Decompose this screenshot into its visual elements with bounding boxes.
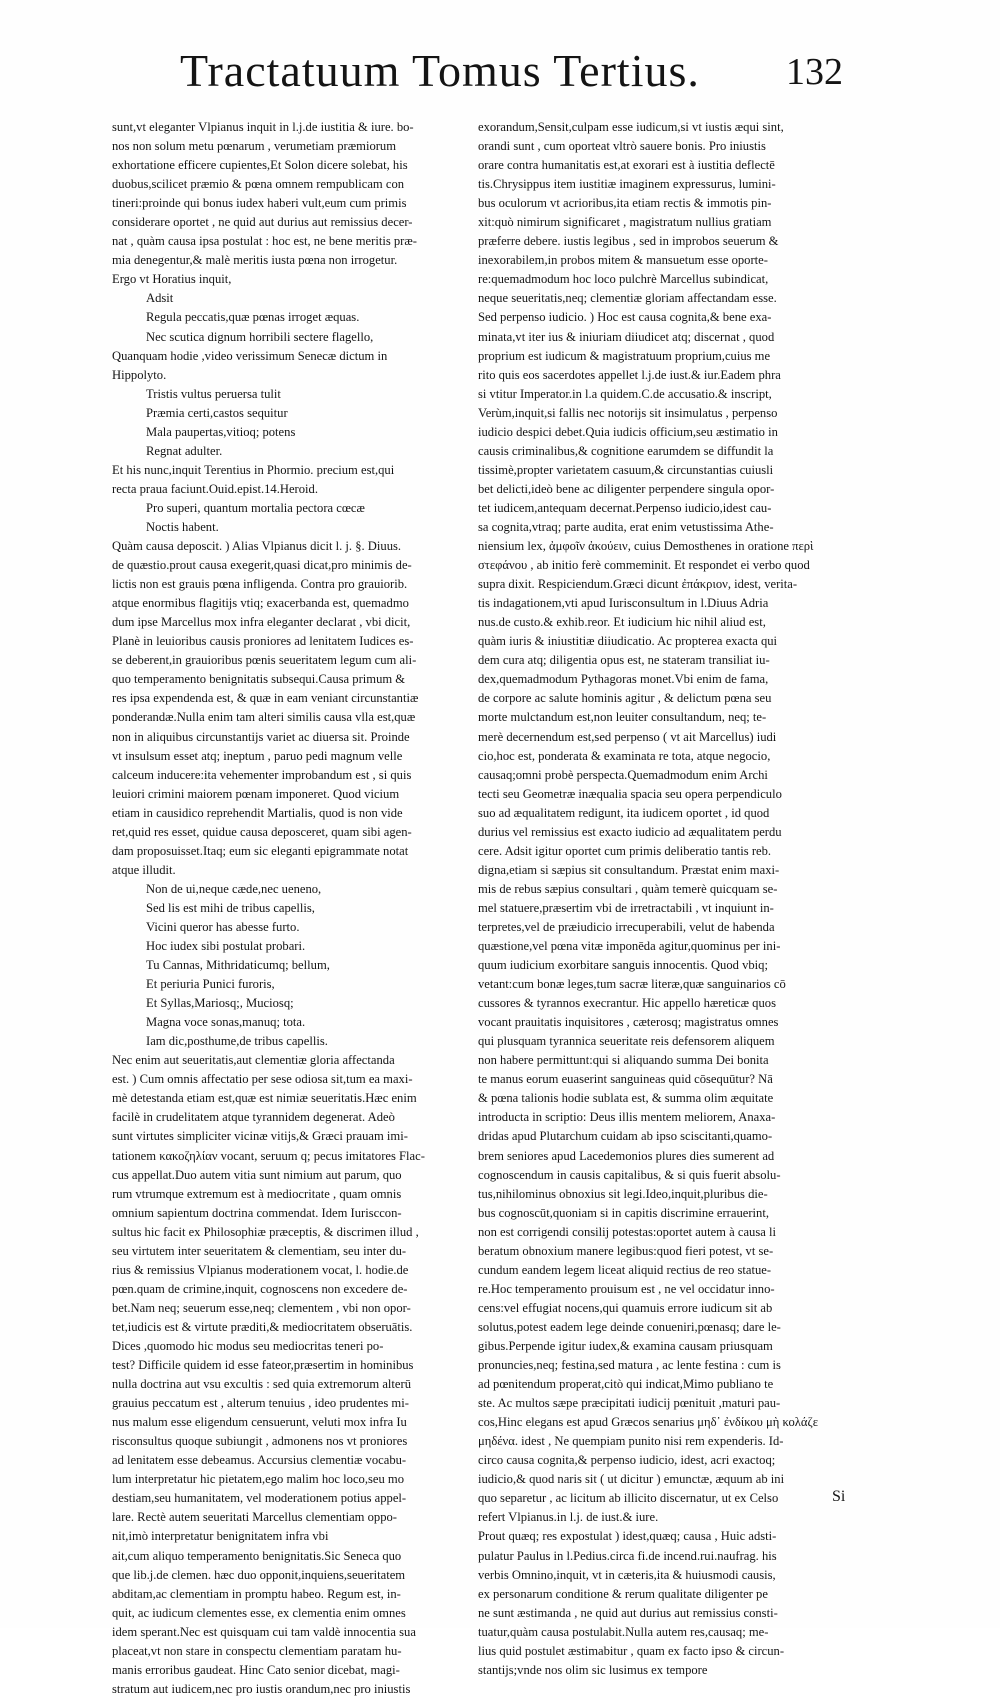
text-line: lare. Rectè autem seueritati Marcellus clementiam oppo-	[112, 1510, 397, 1525]
text-line: Verùm,inquit,si fallis nec notorijs sit insimulatus , perpenso	[478, 405, 778, 420]
text-line: sunt,vt eleganter Vlpianus inquit in l.j.de iustitia & iure. bo-	[112, 120, 414, 134]
text-line: terpretes,vel de præiudicio irrecuperabili, velut de habenda	[478, 919, 775, 934]
text-line: non in aliquibus circunstantijs variet ac diuersa sit. Proinde	[112, 729, 410, 744]
text-line: exhortatione efficere cupientes,Et Solon dicere solebat, his	[112, 158, 408, 173]
text-line: Dices ,quomodo hic modus seu mediocritas teneri po-	[112, 1339, 384, 1353]
text-line: qui plusquam tyrannica seueritate reis defensorem aliquem	[478, 1034, 775, 1049]
text-line: Hoc iudex sibi postulat probari.	[146, 939, 306, 954]
text-line: quàm iuris & iniustitiæ diiudicatio. Ac propterea exacta qui	[478, 634, 778, 649]
text-line: Sed lis est mihi de tribus capellis,	[146, 900, 315, 915]
text-line: quo separetur , ac licitum ab illicito discernatur, ut ex Celso	[478, 1491, 779, 1506]
text-line: ex personarum conditione & rerum qualitate diligenter pe	[478, 1586, 768, 1601]
text-line: pulatur Paulus in l.Pedius.circa fi.de incend.rui.naufrag. his	[478, 1548, 777, 1563]
text-line: Quanquam hodie ,video verissimum Senecæ dictum in	[112, 348, 388, 363]
text-line: tecti seu Geometræ inæqualia spacia seu opera perpendiculo	[478, 786, 782, 801]
text-line: introducta in scriptio: Deus illis mentem meliorem, Anaxa-	[478, 1110, 776, 1125]
text-line: μηδένα. idest , Ne quempiam punito nisi rem expenderis. Id-	[478, 1434, 784, 1449]
text-line: non est corrigendi consilij potestas:oportet autem à causa li	[478, 1224, 776, 1239]
text-line: Iam dic,posthume,de tribus capellis.	[146, 1034, 328, 1049]
text-line: dam proposuisset.Itaq; eum sic eleganti epigrammate notat	[112, 843, 409, 858]
text-line: Magna voce sonas,manuq; tota.	[146, 1015, 306, 1030]
text-line: quo temperamento benignitatis subsequi.Causa primum &	[112, 672, 406, 687]
text-line: ponderandæ.Nulla enim tam alteri similis causa vlla est,quæ	[112, 710, 416, 725]
text-line: iudicio despici debet.Quia iudicis officium,seu æstimatio in	[478, 424, 778, 439]
text-line: circo causa cognita,& perpenso iudicio, idest, acri exactoq;	[478, 1453, 776, 1468]
text-line: mel statuere,præsertim vbi de irretractabili , vt inquiunt in-	[478, 900, 774, 915]
text-line: recta praua faciunt.Ouid.epist.14.Heroid.	[112, 481, 318, 496]
text-line: sa cognita,vtraq; parte audita, erat enim vetustissima Athe-	[478, 519, 774, 534]
text-line: si vtitur Imperator.in l.a quidem.C.de accusatio.& inscript,	[478, 386, 772, 401]
text-line: stantijs;vnde nos olim sic lusimus ex tempore	[478, 1662, 708, 1677]
text-line: leuiori crimini maiorem pœnam imponeret. Quod vicium	[112, 786, 400, 801]
text-line: verbis Omnino,inquit, vt in cæteris,ita & huiusmodi causis,	[478, 1567, 776, 1582]
text-line: atque illudit.	[112, 862, 176, 877]
text-line: rum vtrumque extremum est à mediocritate , quam omnis	[112, 1186, 402, 1201]
text-line: Regula peccatis,quæ pœnas irroget æquas.	[146, 310, 360, 325]
text-line: res ipsa expendenda est, & quæ in eam veniant circunstantiæ	[112, 691, 419, 706]
text-line: ret,quid res esset, quidue causa deposceret, quam sibi agen-	[112, 824, 412, 839]
text-line: ste. Ac multos sæpe præcipitati iudicij pœnituit ,maturi pau-	[478, 1396, 781, 1411]
text-line: tet iudicem,antequam decernat.Perpenso iudicio,idest cau-	[478, 500, 772, 515]
text-line: test? Difficile quidem id esse fateor,præsertim in hominibus	[112, 1358, 414, 1373]
text-line: nus.de custo.& exhib.reor. Et iudicium hic nihil aliud est,	[478, 615, 766, 630]
text-line: nit,imò interpretatur benignitatem infra vbi	[112, 1529, 329, 1544]
text-line: merè decernendum est,sed perpenso ( vt ait Marcellus) iudi	[478, 729, 777, 744]
text-line: Non de ui,neque cæde,nec ueneno,	[146, 881, 322, 896]
text-line: nulla doctrina aut vsu excultis : sed quia extremorum alterū	[112, 1377, 412, 1392]
text-line: bet delicti,ideò bene ac diligenter perpendere singula opor-	[478, 481, 775, 496]
text-line: Regnat adulter.	[146, 443, 223, 458]
text-line: nos non solum metu pœnarum , verumetiam præmiorum	[112, 139, 397, 154]
text-line: cos,Hinc elegans est apud Græcos senarius μηδ᾽ ἐνδίκου μὴ κολάζε	[478, 1415, 819, 1430]
text-line: vetant:cum bonæ leges,tum sacræ literæ,quæ sanguinarios cō	[478, 977, 786, 992]
text-line: dem cura atq; diligentia opus est, ne stateram transiliat iu-	[478, 653, 770, 668]
text-line: facilè in crudelitatem atque tyrannidem degenerat. Adeò	[112, 1110, 395, 1125]
text-line: manis erroribus gaudeat. Hinc Cato senior dicebat, magi-	[112, 1662, 400, 1677]
text-line: vocant prauitatis inquisitores , cæterosq; magistratus omnes	[478, 1015, 779, 1030]
text-line: digna,etiam si sæpius sit consultandum. Præstat enim maxi-	[478, 862, 780, 877]
text-line: orare contra humanitatis est,at exorari est à iustitia deflectē	[478, 158, 775, 173]
text-line: de corpore ac salute hominis agitur , & delictum pœna seu	[478, 691, 772, 706]
text-line: pronuncies,neq; festina,sed matura , ac lente festina : cum is	[478, 1358, 781, 1373]
text-line: mè detestanda etiam est,quæ est nimiæ seueritatis.Hæc enim	[112, 1091, 417, 1106]
text-line: Quàm causa deposcit. ) Alias Vlpianus dicit l. j. §. Diuus.	[112, 539, 402, 554]
text-line: causaq;omni probè perspecta.Quemadmodum enim Archi	[478, 767, 768, 782]
text-line: iudicio,& quod naris sit ( ut dicitur ) emunctæ, æquum ab ini	[478, 1472, 785, 1487]
text-line: stratum aut iudicem,nec pro iustis orandum,nec pro iniustis	[112, 1681, 411, 1696]
text-line: Præmia certi,castos sequitur	[146, 405, 288, 420]
text-line: rius & remissius Vlpianus moderationem vocat, l. hodie.de	[112, 1262, 409, 1277]
text-line: etiam in causidico reprehendit Martialis, quod is non vide	[112, 805, 403, 820]
text-line: cio,hoc est, ponderata & examinata re tota, atque negocio,	[478, 748, 771, 763]
text-line: Vicini queror has abesse furto.	[146, 919, 300, 934]
text-line: tineri:proinde qui bonus iudex haberi vult,eum cum primis	[112, 196, 407, 211]
text-line: niensium lex, ἀμφοῖν ἀκούειν, cuius Demosthenes in oratione περὶ	[478, 539, 814, 554]
text-line: se deberent,in grauioribus pœnis seueritatem legum cum ali-	[112, 653, 417, 668]
text-line: tet,iudicis est & virtute præditi,& mediocritatem obseruātis.	[112, 1319, 413, 1334]
text-line: seu virtutem inter seueritatem & clementiam, seu inter du-	[112, 1243, 407, 1258]
text-line: duobus,scilicet præmio & pœna omnem rempublicam con	[112, 177, 405, 192]
text-line: Tu Cannas, Mithridaticumq; bellum,	[146, 958, 330, 973]
text-line: bet.Nam neq; seuerum esse,neq; clementem , vbi non opor-	[112, 1300, 411, 1315]
text-line: Sed perpenso iudicio. ) Hoc est causa cognita,& bene exa-	[478, 310, 772, 325]
text-line: præferre debere. iustis legibus , sed in improbos seuerum &	[478, 234, 779, 249]
text-line: est. ) Cum omnis affectatio per sese odiosa sit,tum ea maxi-	[112, 1072, 413, 1087]
text-line: neque seueritatis,neq; clementiæ gloriam affectandam esse.	[478, 291, 777, 306]
text-line: pœn.quam de crimine,inquit, cognoscens non excedere de-	[112, 1281, 408, 1296]
text-line: bus oculorum vt acrioribus,ita etiam rectis & immotis pin-	[478, 196, 772, 211]
text-line: tis indagationem,vti apud Iurisconsultum in l.Diuus Adria	[478, 596, 769, 611]
text-line: lum interpretatur hic pietatem,ego malim hoc loco,seu mo	[112, 1472, 405, 1487]
text-line: tis.Chrysippus item iustitiæ imaginem expressurus, lumini-	[478, 177, 776, 192]
text-line: Et periuria Punici furoris,	[146, 977, 275, 992]
left-column	[112, 118, 450, 1699]
text-line: tationem κακοζηλίαν vocant, seruum q; pecus imitatores Flac-	[112, 1148, 425, 1163]
text-line: cundum eandem legem liceat aliquid rectius de reo statue-	[478, 1262, 772, 1277]
page-number: 132	[786, 51, 843, 93]
text-line: orandi sunt , cum oporteat vltrò sauere bonis. Pro iniustis	[478, 139, 766, 154]
text-line: tus,nihilominus obnoxius sit legi.Ideo,inquit,pluribus die-	[478, 1186, 768, 1201]
text-line: cussores & tyrannos execrantur. Hic appello hæreticæ quos	[478, 996, 776, 1011]
text-line: mis de rebus sæpius consultari , quàm temerè quicquam se-	[478, 881, 778, 896]
text-line: brem seniores apud Lacedemonios plures dies sumerent ad	[478, 1148, 775, 1163]
text-line: bus cognoscūt,quoniam si in capitis discrimine errauerint,	[478, 1205, 769, 1220]
text-line: Et Syllas,Mariosq;, Muciosq;	[146, 996, 294, 1011]
text-line: ad pœnitendum properat,citò qui indicat,Mimo publiano te	[478, 1377, 774, 1392]
text-line: mia denegentur,& malè meritis iusta pœna non irrogetur.	[112, 253, 398, 268]
text-line: tuatur,quàm causa postulabit.Nulla autem res,causaq; me-	[478, 1624, 769, 1639]
text-line: de quæstio.prout causa exegerit,quasi dicat,pro minimis de-	[112, 558, 412, 573]
text-line: Nec scutica dignum horribili sectere flagello,	[146, 329, 374, 344]
text-line: cognoscendum in causis capitalibus, & si quis fuerit absolu-	[478, 1167, 781, 1182]
text-line: cere. Adsit igitur oportet cum primis deliberatio tantis reb.	[478, 843, 772, 858]
text-line: ait,cum aliquo temperamento benignitatis.Sic Seneca quo	[112, 1548, 402, 1563]
text-line: cus appellat.Duo autem vitia sunt nimium aut parum, quo	[112, 1167, 402, 1182]
text-line: dex,quemadmodum Pythagoras monet.Vbi enim de fama,	[478, 672, 769, 687]
text-line: grauius peccatum est , alterum tenuius , ideo prudentes mi-	[112, 1396, 409, 1411]
text-line: exorandum,Sensit,culpam esse iudicum,si vt iustis æqui sint,	[478, 120, 784, 134]
text-line: omnium sapientum doctrina commendat. Idem Iurisccon-	[112, 1205, 402, 1220]
text-line: quit, ac iudicum clementes esse, ex clementia enim omnes	[112, 1605, 406, 1620]
text-line: re.Hoc temperamento prouisum est , ne vel occidatur inno-	[478, 1281, 775, 1296]
text-line: nat , quàm causa ipsa postulat : hoc est, ne bene meritis præ-	[112, 234, 417, 249]
text-line: atque enormibus flagitijs vtiq; exacerbanda est, quemadmo	[112, 596, 409, 611]
text-line: destiam,seu humanitatem, vel moderationem potius appel-	[112, 1491, 407, 1506]
text-line: Pro superi, quantum mortalia pectora cœcæ	[146, 500, 365, 515]
text-line: Ergo vt Horatius inquit,	[112, 272, 232, 287]
text-line: sunt virtutes simpliciter vicinæ vitijs,& Græci prauam imi-	[112, 1129, 408, 1144]
text-line: non habere permittunt:qui si aliquando summa Dei bonita	[478, 1053, 769, 1068]
text-line: tissimè,propter varietatem casuum,& circunstantias cuiusli	[478, 462, 774, 477]
text-line: idem sperant.Nec est quisquam cui tam valdè innocentia sua	[112, 1624, 416, 1639]
text-line: causis criminalibus,& cognitione earumdem se diffundit la	[478, 443, 774, 458]
text-line: dridas apud Plutarchum cuidam ab ipso sciscitanti,quamo-	[478, 1129, 773, 1144]
text-line: re:quemadmodum hoc loco pulchrè Marcellus subindicat,	[478, 272, 769, 287]
text-line: considerare oportet , ne quid aut durius aut remissius decer-	[112, 215, 413, 230]
text-line: risconsultus quoque subiungit , admonens nos vt proniores	[112, 1434, 408, 1449]
text-line: & pœna talionis hodie sublata est, & summa olim æquitate	[478, 1091, 774, 1106]
text-line: morte mulctandum est,non leuiter consultandum, neq; te-	[478, 710, 767, 725]
text-line: xit:quò nimirum significaret , magistratum nullius gratiam	[478, 215, 772, 230]
text-line: quæstione,vel pœna vitæ imponēda agitur,quominus per ini-	[478, 939, 781, 954]
text-line: Planè in leuioribus causis proniores ad lenitatem Iudices es-	[112, 634, 414, 649]
text-line: te manus eorum euaserint sanguineas quid cōsequūtur? Nā	[478, 1072, 773, 1087]
text-line: Mala paupertas,vitioq; potens	[146, 424, 296, 439]
text-line: gibus.Perpende igitur iudex,& examina causam priusquam	[478, 1339, 773, 1353]
text-line: vt insulsum esset atq; ineptum , paruo pedi magnum velle	[112, 748, 403, 763]
text-line: ad lenitatem esse debeamus. Accursius clementiæ vocabu-	[112, 1453, 407, 1468]
text-line: beratum obnoxium manere legibus:quod fieri potest, vt se-	[478, 1243, 774, 1258]
text-line: suo ad æqualitatem redigunt, ita iudicem oportet , id quod	[478, 805, 770, 820]
running-title: Tractatuum Tomus Tertius.	[180, 45, 700, 96]
text-line: refert Vlpianus.in l.j. de iust.& iure.	[478, 1510, 659, 1525]
text-line: lictis non est grauis pœna infligenda. Contra pro grauiorib.	[112, 577, 408, 592]
text-line: Et his nunc,inquit Terentius in Phormio. precium est,qui	[112, 462, 395, 477]
text-line: Nec enim aut seueritatis,aut clementiæ gloria affectanda	[112, 1053, 395, 1068]
text-line: quum iudicium exorbitare sanguis innocentis. Quod vbiq;	[478, 958, 768, 973]
text-line: placeat,vt non stare in conspectu clementiam paratam hu-	[112, 1643, 402, 1658]
text-line: cens:vel effugiat nocens,qui quamuis errore iudicum sit ab	[478, 1300, 773, 1315]
text-line: dum ipse Marcellus mox infra eleganter declarat , vbi dicit,	[112, 615, 411, 630]
text-line: que lib.j.de clemen. hæc duo opponit,inquiens,seueritatem	[112, 1567, 406, 1582]
text-line: abditam,ac clementiam in promptu habeo. Regum est, in-	[112, 1586, 401, 1601]
catchword: Si	[832, 1488, 846, 1505]
text-line: sultus hic facit ex Philosophiæ præceptis, & discrimen illud ,	[112, 1224, 419, 1239]
text-line: calceum inducere:ita vehementer improbandum est , si quis	[112, 767, 412, 782]
right-column	[478, 118, 856, 1680]
text-line: Tristis vultus peruersa tulit	[146, 386, 281, 401]
text-line: inexorabilem,in probos mitem & mansuetum esse oporte-	[478, 253, 768, 268]
text-line: minata,vt iter ius & iniuriam diiudicet atq; discernat , quod	[478, 329, 775, 344]
text-line: στεφάνου , ab initio ferè commeminit. Et respondet ei verbo quod	[478, 558, 810, 573]
text-line: lius quid postulet æstimabitur , quam ex facto ipso & circun-	[478, 1643, 785, 1658]
text-line: ne sunt æstimanda , ne quid aut durius aut remissius consti-	[478, 1605, 778, 1620]
text-line: supra dixit. Respiciendum.Græci dicunt ἐπάκριον, idest, verita-	[478, 577, 798, 592]
text-line: solutus,potest eadem lege deinde conueniri,pœnasq; dare le-	[478, 1319, 781, 1334]
text-line: nus malum esse eligendum censuerunt, veluti mox infra Iu	[112, 1415, 407, 1430]
text-line: Adsit	[146, 291, 174, 306]
text-line: proprium est iudicum & magistratuum proprium,cuius me	[478, 348, 771, 363]
text-line: durius vel remissius est exacto iudicio ad æqualitatem perdu	[478, 824, 782, 839]
text-line: Hippolyto.	[112, 367, 167, 382]
text-line: Noctis habent.	[146, 519, 219, 534]
text-line: Prout quæq; res expostulat ) idest,quæq; causa , Huic adsti-	[478, 1529, 777, 1544]
text-line: rito quis eos sacerdotes appellet l.j.de iust.& iur.Eadem phra	[478, 367, 781, 382]
